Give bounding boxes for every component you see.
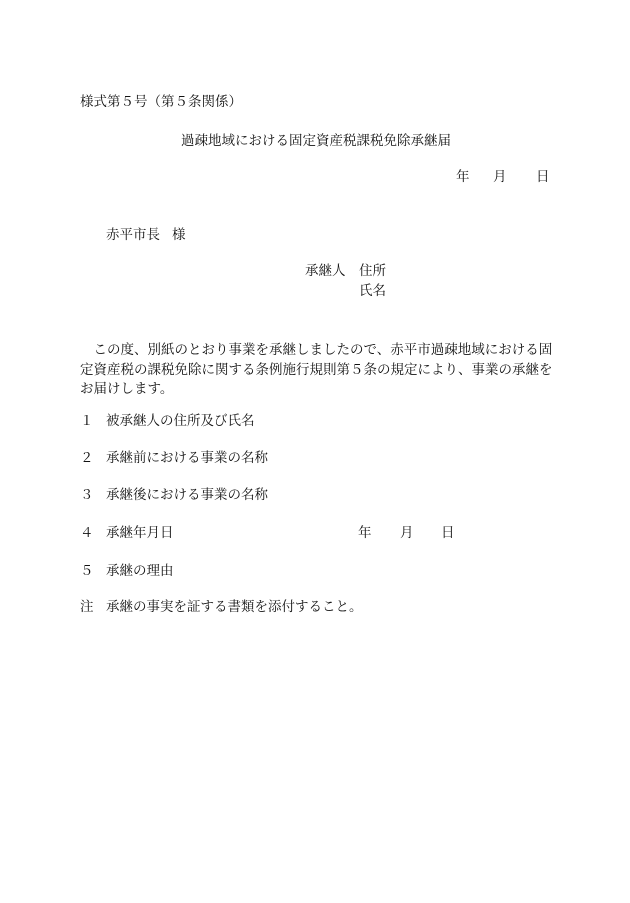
date-day-label: 日: [536, 169, 550, 185]
addressee-honorific: 様: [172, 227, 186, 243]
item-number: ４: [80, 525, 94, 541]
succession-date-day-label: 日: [441, 525, 455, 541]
item-text: 承継後における事業の名称: [106, 487, 268, 503]
form-number: 様式第５号（第５条関係）: [80, 94, 242, 110]
succession-date-year-label: 年: [358, 525, 372, 541]
body-paragraph: [80, 341, 553, 400]
date-year-label: 年: [456, 169, 470, 185]
item-text: 承継の理由: [106, 563, 174, 579]
successor-address-label: 住所: [359, 263, 386, 279]
succession-date-month-label: 月: [400, 525, 414, 541]
addressee-name: 赤平市長: [106, 227, 160, 243]
note-text: 承継の事実を証する書類を添付すること。: [106, 599, 363, 615]
body-line: お届けします。: [80, 381, 174, 397]
item-number: ５: [80, 563, 94, 579]
item-number: ３: [80, 487, 94, 503]
successor-name-label: 氏名: [359, 283, 386, 299]
successor-label: 承継人: [305, 263, 346, 279]
body-line: 定資産税の課税免除に関する条例施行規則第５条の規定により、事業の承継を: [80, 361, 553, 378]
item-text: 承継前における事業の名称: [106, 450, 268, 466]
document-title: 過疎地域における固定資産税課税免除承継届: [181, 133, 451, 149]
note-label: 注: [80, 599, 94, 615]
body-line: この度、別紙のとおり事業を承継しましたので、赤平市過疎地域における固: [80, 342, 553, 358]
date-month-label: 月: [493, 169, 507, 185]
item-number: ２: [80, 450, 94, 466]
item-text: 承継年月日: [106, 525, 174, 541]
item-text: 被承継人の住所及び氏名: [106, 413, 255, 429]
item-number: １: [80, 413, 94, 429]
